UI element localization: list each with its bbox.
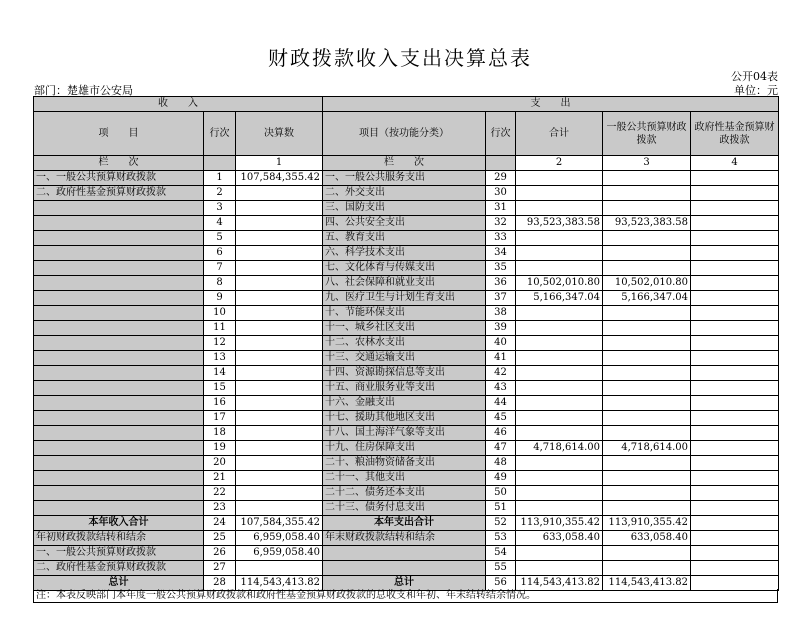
expense-row-no: 33	[486, 231, 516, 246]
expense-row-no: 38	[486, 306, 516, 321]
expense-gov-fund	[691, 261, 779, 276]
section-header-row	[34, 97, 779, 112]
income-item	[34, 291, 204, 306]
begin-fund-no: 27	[204, 561, 236, 576]
expense-gov-fund	[691, 381, 779, 396]
expense-general-budget	[603, 351, 691, 366]
end-balance-general: 633,058.40	[603, 531, 691, 546]
blank-cell	[603, 561, 691, 576]
table-row	[34, 456, 779, 471]
expense-item: 二、外交支出	[323, 186, 486, 201]
end-balance-label: 年末财政拨款结转和结余	[323, 531, 486, 546]
income-amount	[236, 321, 323, 336]
expense-gov-fund	[691, 171, 779, 186]
income-row-no: 9	[204, 291, 236, 306]
expense-item: 六、科学技术支出	[323, 246, 486, 261]
expense-gov-fund	[691, 306, 779, 321]
expense-item: 十三、交通运输支出	[323, 351, 486, 366]
blank-cell	[516, 546, 603, 561]
begin-balance-label: 年初财政拨款结转和结余	[34, 531, 204, 546]
income-item	[34, 366, 204, 381]
income-item	[34, 231, 204, 246]
income-item	[34, 321, 204, 336]
department-label: 部门：楚雄市公安局	[34, 84, 133, 97]
unit-label: 单位：元	[734, 84, 778, 97]
expense-total	[516, 426, 603, 441]
expense-total	[516, 366, 603, 381]
col-label-2: 栏 次	[323, 156, 486, 171]
income-row-no: 23	[204, 501, 236, 516]
expense-gov-fund	[691, 411, 779, 426]
col-number-1: 1	[236, 156, 323, 171]
expense-gov-fund	[691, 186, 779, 201]
income-item	[34, 276, 204, 291]
expense-item: 一、一般公共服务支出	[323, 171, 486, 186]
income-row-no: 20	[204, 456, 236, 471]
income-item	[34, 351, 204, 366]
total-row	[34, 516, 779, 531]
expense-item: 三、国防支出	[323, 201, 486, 216]
expense-total	[516, 201, 603, 216]
expense-row-no: 30	[486, 186, 516, 201]
table-row	[34, 246, 779, 261]
expense-gov-fund	[691, 246, 779, 261]
expense-total-general: 113,910,355.42	[603, 516, 691, 531]
expense-gov-fund	[691, 321, 779, 336]
income-section-label: 收 入	[34, 97, 323, 112]
expense-total	[516, 246, 603, 261]
begin-general-amount: 6,959,058.40	[236, 546, 323, 561]
expense-total	[516, 336, 603, 351]
table-row	[34, 351, 779, 366]
page-title: 财政拨款收入支出决算总表	[268, 46, 532, 70]
expense-gov-fund	[691, 351, 779, 366]
header-item: 项 目	[34, 112, 204, 156]
col-label: 栏 次	[34, 156, 204, 171]
expense-row-no: 39	[486, 321, 516, 336]
income-item: 一、一般公共预算财政拨款	[34, 171, 204, 186]
blank-cell	[691, 561, 779, 576]
footnote: 注：本表反映部门本年度一般公共预算财政拨款和政府性基金预算财政拨款的总收支和年初、年末结转结余情况。	[33, 589, 778, 603]
expense-item: 十五、商业服务业等支出	[323, 381, 486, 396]
expense-row-no: 49	[486, 471, 516, 486]
table-row	[34, 186, 779, 201]
income-row-no: 13	[204, 351, 236, 366]
table-row	[34, 441, 779, 456]
header-total: 合计	[516, 112, 603, 156]
expense-general-budget	[603, 411, 691, 426]
expense-general-budget: 93,523,383.58	[603, 216, 691, 231]
expense-general-budget	[603, 186, 691, 201]
income-amount	[236, 246, 323, 261]
blank-cell	[603, 546, 691, 561]
col-number-2: 2	[516, 156, 603, 171]
expense-general-budget	[603, 261, 691, 276]
expense-total-label: 本年支出合计	[323, 516, 486, 531]
expense-gov-fund	[691, 501, 779, 516]
expense-row-no: 40	[486, 336, 516, 351]
table-row	[34, 366, 779, 381]
table-row	[34, 201, 779, 216]
expense-gov-fund	[691, 366, 779, 381]
expense-row-no: 43	[486, 381, 516, 396]
expense-item: 十、节能环保支出	[323, 306, 486, 321]
table-row	[34, 396, 779, 411]
column-number-row	[34, 156, 779, 171]
table-row	[34, 306, 779, 321]
income-item	[34, 336, 204, 351]
table-row	[34, 276, 779, 291]
expense-gov-fund	[691, 201, 779, 216]
expense-general-budget	[603, 231, 691, 246]
budget-table	[33, 96, 779, 591]
income-row-no: 7	[204, 261, 236, 276]
expense-general-budget	[603, 486, 691, 501]
expense-gov-fund	[691, 456, 779, 471]
expense-total: 10,502,010.80	[516, 276, 603, 291]
expense-row-no: 29	[486, 171, 516, 186]
expense-total	[516, 321, 603, 336]
table-row	[34, 381, 779, 396]
col-number-3: 3	[603, 156, 691, 171]
header-row-no-2: 行次	[486, 112, 516, 156]
income-item	[34, 471, 204, 486]
expense-general-budget	[603, 471, 691, 486]
expense-total	[516, 186, 603, 201]
grand-income-label: 总计	[34, 576, 204, 591]
expense-row-no: 48	[486, 456, 516, 471]
expense-total	[516, 396, 603, 411]
end-balance-total: 633,058.40	[516, 531, 603, 546]
income-amount	[236, 426, 323, 441]
expense-item: 五、教育支出	[323, 231, 486, 246]
income-amount	[236, 216, 323, 231]
header-gov-fund: 政府性基金预算财政拨款	[691, 112, 779, 156]
expense-item: 九、医疗卫生与计划生育支出	[323, 291, 486, 306]
column-header-row	[34, 112, 779, 156]
income-row-no: 15	[204, 381, 236, 396]
expense-total-fund	[691, 516, 779, 531]
expense-general-budget	[603, 171, 691, 186]
income-row-no: 16	[204, 396, 236, 411]
header-final-amount: 决算数	[236, 112, 323, 156]
expense-total	[516, 261, 603, 276]
expense-row-no: 50	[486, 486, 516, 501]
grand-income-amount: 114,543,413.82	[236, 576, 323, 591]
income-row-no: 2	[204, 186, 236, 201]
begin-general-no: 26	[204, 546, 236, 561]
expense-total-amount: 113,910,355.42	[516, 516, 603, 531]
expense-general-budget	[603, 366, 691, 381]
grand-income-no: 28	[204, 576, 236, 591]
income-total-no: 24	[204, 516, 236, 531]
row-55-no: 55	[486, 561, 516, 576]
expense-item: 十一、城乡社区支出	[323, 321, 486, 336]
expense-row-no: 35	[486, 261, 516, 276]
table-row	[34, 471, 779, 486]
grand-expense-label: 总计	[323, 576, 486, 591]
expense-item: 二十三、债务付息支出	[323, 501, 486, 516]
expense-total	[516, 486, 603, 501]
balance-row	[34, 531, 779, 546]
table-row	[34, 291, 779, 306]
expense-general-budget	[603, 396, 691, 411]
income-item	[34, 441, 204, 456]
expense-gov-fund	[691, 336, 779, 351]
expense-gov-fund	[691, 426, 779, 441]
end-balance-no: 53	[486, 531, 516, 546]
income-amount: 107,584,355.42	[236, 171, 323, 186]
expense-total: 93,523,383.58	[516, 216, 603, 231]
header-general-budget: 一般公共预算财政拨款	[603, 112, 691, 156]
expense-general-budget: 4,718,614.00	[603, 441, 691, 456]
income-row-no: 14	[204, 366, 236, 381]
expense-row-no: 51	[486, 501, 516, 516]
table-row	[34, 171, 779, 186]
table-row	[34, 501, 779, 516]
expense-general-budget	[603, 246, 691, 261]
income-amount	[236, 351, 323, 366]
expense-general-budget: 10,502,010.80	[603, 276, 691, 291]
income-amount	[236, 411, 323, 426]
expense-gov-fund	[691, 486, 779, 501]
income-row-no: 11	[204, 321, 236, 336]
expense-item: 七、文化体育与传媒支出	[323, 261, 486, 276]
grand-expense-no: 56	[486, 576, 516, 591]
expense-section-label: 支 出	[323, 97, 779, 112]
income-row-no: 21	[204, 471, 236, 486]
expense-total	[516, 351, 603, 366]
expense-total: 5,166,347.04	[516, 291, 603, 306]
expense-gov-fund	[691, 471, 779, 486]
income-amount	[236, 486, 323, 501]
begin-general-label: 一、一般公共预算财政拨款	[34, 546, 204, 561]
income-amount	[236, 291, 323, 306]
income-row-no: 5	[204, 231, 236, 246]
expense-general-budget	[603, 306, 691, 321]
expense-item: 八、社会保障和就业支出	[323, 276, 486, 291]
income-item	[34, 456, 204, 471]
expense-general-budget	[603, 321, 691, 336]
income-total-amount: 107,584,355.42	[236, 516, 323, 531]
expense-item: 二十一、其他支出	[323, 471, 486, 486]
income-amount	[236, 381, 323, 396]
expense-general-budget: 5,166,347.04	[603, 291, 691, 306]
income-row-no: 17	[204, 411, 236, 426]
expense-general-budget	[603, 456, 691, 471]
begin-balance-no: 25	[204, 531, 236, 546]
col-blank-1	[204, 156, 236, 171]
income-item	[34, 306, 204, 321]
expense-total	[516, 306, 603, 321]
income-row-no: 3	[204, 201, 236, 216]
expense-row-no: 31	[486, 201, 516, 216]
expense-row-no: 34	[486, 246, 516, 261]
row-54-no: 54	[486, 546, 516, 561]
expense-gov-fund	[691, 291, 779, 306]
table-row	[34, 336, 779, 351]
expense-general-budget	[603, 201, 691, 216]
income-amount	[236, 276, 323, 291]
expense-total	[516, 171, 603, 186]
expense-gov-fund	[691, 216, 779, 231]
income-item	[34, 486, 204, 501]
income-amount	[236, 396, 323, 411]
expense-gov-fund	[691, 276, 779, 291]
expense-row-no: 42	[486, 366, 516, 381]
income-amount	[236, 501, 323, 516]
expense-item: 二十、粮油物资储备支出	[323, 456, 486, 471]
expense-item: 四、公共安全支出	[323, 216, 486, 231]
grand-expense-total: 114,543,413.82	[516, 576, 603, 591]
expense-row-no: 41	[486, 351, 516, 366]
expense-row-no: 46	[486, 426, 516, 441]
income-amount	[236, 456, 323, 471]
begin-fund-row	[34, 561, 779, 576]
income-amount	[236, 441, 323, 456]
begin-balance-amount: 6,959,058.40	[236, 531, 323, 546]
begin-general-row	[34, 546, 779, 561]
expense-item: 十四、资源勘探信息等支出	[323, 366, 486, 381]
income-total-label: 本年收入合计	[34, 516, 204, 531]
expense-total-no: 52	[486, 516, 516, 531]
blank-cell	[516, 561, 603, 576]
grand-expense-general: 114,543,413.82	[603, 576, 691, 591]
expense-general-budget	[603, 336, 691, 351]
begin-fund-label: 二、政府性基金预算财政拨款	[34, 561, 204, 576]
expense-general-budget	[603, 381, 691, 396]
income-item	[34, 381, 204, 396]
expense-total	[516, 231, 603, 246]
expense-total	[516, 471, 603, 486]
table-row	[34, 231, 779, 246]
income-amount	[236, 306, 323, 321]
income-item	[34, 396, 204, 411]
income-item	[34, 216, 204, 231]
blank-cell	[236, 561, 323, 576]
income-amount	[236, 471, 323, 486]
blank-cell	[323, 561, 486, 576]
blank-cell	[691, 546, 779, 561]
table-row	[34, 261, 779, 276]
income-item	[34, 501, 204, 516]
form-code: 公开04表	[731, 70, 778, 83]
col-blank-2	[486, 156, 516, 171]
end-balance-fund	[691, 531, 779, 546]
expense-general-budget	[603, 501, 691, 516]
expense-row-no: 45	[486, 411, 516, 426]
expense-item: 十八、国土海洋气象等支出	[323, 426, 486, 441]
income-item	[34, 426, 204, 441]
income-amount	[236, 336, 323, 351]
table-row	[34, 411, 779, 426]
income-amount	[236, 186, 323, 201]
expense-general-budget	[603, 426, 691, 441]
income-row-no: 4	[204, 216, 236, 231]
income-amount	[236, 261, 323, 276]
expense-total	[516, 501, 603, 516]
header-expense-item: 项目（按功能分类）	[323, 112, 486, 156]
expense-item: 十六、金融支出	[323, 396, 486, 411]
income-item	[34, 411, 204, 426]
expense-total	[516, 411, 603, 426]
blank-cell	[323, 546, 486, 561]
table-row	[34, 216, 779, 231]
income-row-no: 22	[204, 486, 236, 501]
income-row-no: 8	[204, 276, 236, 291]
table-row	[34, 486, 779, 501]
income-row-no: 10	[204, 306, 236, 321]
income-item	[34, 201, 204, 216]
expense-row-no: 47	[486, 441, 516, 456]
income-amount	[236, 231, 323, 246]
expense-total	[516, 381, 603, 396]
income-item	[34, 261, 204, 276]
expense-total: 4,718,614.00	[516, 441, 603, 456]
col-number-4: 4	[691, 156, 779, 171]
expense-row-no: 37	[486, 291, 516, 306]
expense-item: 二十二、债务还本支出	[323, 486, 486, 501]
income-row-no: 6	[204, 246, 236, 261]
expense-item: 十二、农林水支出	[323, 336, 486, 351]
table-row	[34, 426, 779, 441]
header-row-no: 行次	[204, 112, 236, 156]
expense-gov-fund	[691, 231, 779, 246]
income-row-no: 12	[204, 336, 236, 351]
income-amount	[236, 366, 323, 381]
expense-row-no: 44	[486, 396, 516, 411]
expense-row-no: 36	[486, 276, 516, 291]
expense-item: 十九、住房保障支出	[323, 441, 486, 456]
expense-item: 十七、援助其他地区支出	[323, 411, 486, 426]
expense-gov-fund	[691, 396, 779, 411]
income-row-no: 19	[204, 441, 236, 456]
table-row	[34, 321, 779, 336]
income-amount	[236, 201, 323, 216]
expense-total	[516, 456, 603, 471]
income-row-no: 18	[204, 426, 236, 441]
expense-row-no: 32	[486, 216, 516, 231]
expense-gov-fund	[691, 441, 779, 456]
income-row-no: 1	[204, 171, 236, 186]
income-item: 二、政府性基金预算财政拨款	[34, 186, 204, 201]
income-item	[34, 246, 204, 261]
